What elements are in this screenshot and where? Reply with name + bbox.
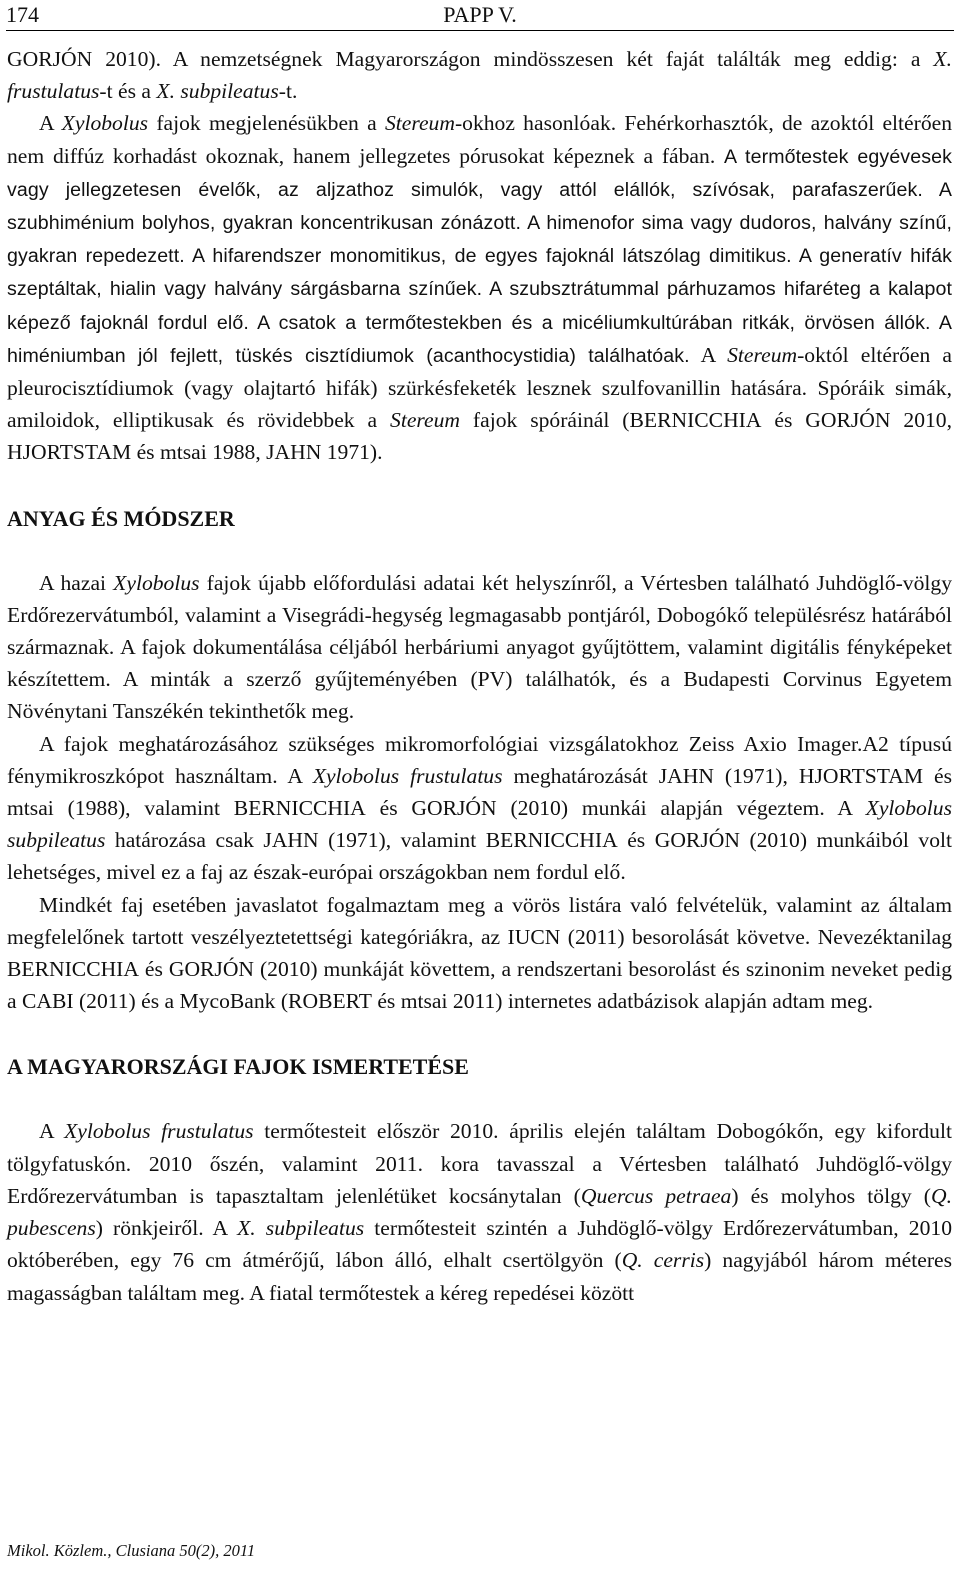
journal-footer: Mikol. Közlem., Clusiana 50(2), 2011 [7,1541,256,1560]
paragraph: Mindkét faj esetében javaslatot fogalmaztam meg a vörös listára való felvételük, valamint az általam megfelelőnek tartott veszélyeztetettségi kategóriákra, az IUCN (2011) besorolását követve. Nevezéktanilag BERNICCHIA és GORJÓN (2010) munkáját követtem, a rendszertani besorolást és szinonim neveket pedig a CABI (2011) és a MycoBank (ROBERT és mtsai 2011) internetes adatbázisok alapján adtam meg. [7,892,952,1014]
article-body [7,43,952,1309]
paragraph: GORJÓN 2010). A nemzetségnek Magyarországon mindösszesen két faját találták meg eddig: a X. frustulatus-t és a X. subpileatus-t. [7,47,952,104]
section-heading: ANYAG ÉS MÓDSZER [7,505,235,531]
paragraph: A hazai Xylobolus fajok újabb előfordulási adatai két helyszínről, a Vértesben található Juhdöglő-völgy Erdőrezervátumból, valamint a Visegrádi-hegység legmagasabb pontjáról, Dobogókő településrész határából származnak. A fajok dokumentálása céljából herbáriumi anyagot gyűjtöttem, valamint digitális fényképeket készítettem. A minták a szerző gyűjteményében (PV) találhatók, és a Budapesti Corvinus Egyetem Növénytani Tanszékén tekinthetők meg. [7,570,952,724]
paragraph: A Xylobolus fajok megjelenésükben a Stereum-okhoz hasonlóak. Fehérkorhasztók, de azoktól eltérően nem diffúz korhadást okoznak, hanem jellegzetes pórusokat képeznek a fában. A termőtestek egyévesek vagy jellegzetesen évelők, az aljzathoz simulók, vagy attól elállók, szívósak, parafaszerűek. A szubhiménium bolyhos, gyakran koncentrikusan zónázott. A himenofor sima vagy dudoros, halvány színű, gyakran repedezett. A hifarendszer monomitikus, de egyes fajoknál látszólag dimitikus. A generatív hifák szeptáltak, hialin vagy halvány sárgásbarna színűek. A szubsztrátummal párhuzamos hifaréteg a kalapot képező fajoknál fordul elő. A csatok a termőtestekben és a micéliumkultúrában ritkák, örvösen állók. A himéniumban jól fejlett, tüskés cisztídiumok (acanthocystidia) találhatóak. A Stereum-októl eltérően a pleurocisztídiumok (vagy olajtartó hifák) szürkésfeketék lesznek szulfovanillin hatására. Spóráik simák, amiloidok, elliptikusak és rövidebbek a Stereum fajok spóráinál (BERNICCHIA és GORJÓN 2010, HJORTSTAM és mtsai 1988, JAHN 1971). [7,111,953,465]
section-heading: A MAGYARORSZÁGI FAJOK ISMERTETÉSE [7,1054,469,1080]
paragraph: A Xylobolus frustulatus termőtesteit először 2010. április elején találtam Dobogókőn, egy kifordult tölgyfatuskón. 2010 őszén, valamint 2011. kora tavasszal a Vértesben található Juhdöglő-völgy Erdőrezervátumban is tapasztaltam jelenlétüket kocsánytalan (Quercus petraea) és molyhos tölgy (Q. pubescens) rönkjeiről. A X. subpileatus termőtesteit szintén a Juhdöglő-völgy Erdőrezervátumban, 2010 októberében, egy 76 cm átmérőjű, lábon álló, elhalt csertölgyön (Q. cerris) nagyjából három méteres magasságban találtam meg. A fiatal termőtestek a kéreg repedései között [7,1119,952,1305]
paragraph: A fajok meghatározásához szükséges mikromorfológiai vizsgálatokhoz Zeiss Axio Imager.A2 típusú fénymikroszkópot használtam. A Xylobolus frustulatus meghatározását JAHN (1971), HJORTSTAM és mtsai (1988), valamint BERNICCHIA és GORJÓN (2010) munkái alapján végeztem. A Xylobolus subpileatus határozása csak JAHN (1971), valamint BERNICCHIA és GORJÓN (2010) munkáiból volt lehetséges, mivel ez a faj az észak-európai országokban nem fordul elő. [7,731,953,885]
running-head [6,0,954,31]
running-head-author: PAPP V. [443,2,517,27]
page-number: 174 [6,2,39,27]
